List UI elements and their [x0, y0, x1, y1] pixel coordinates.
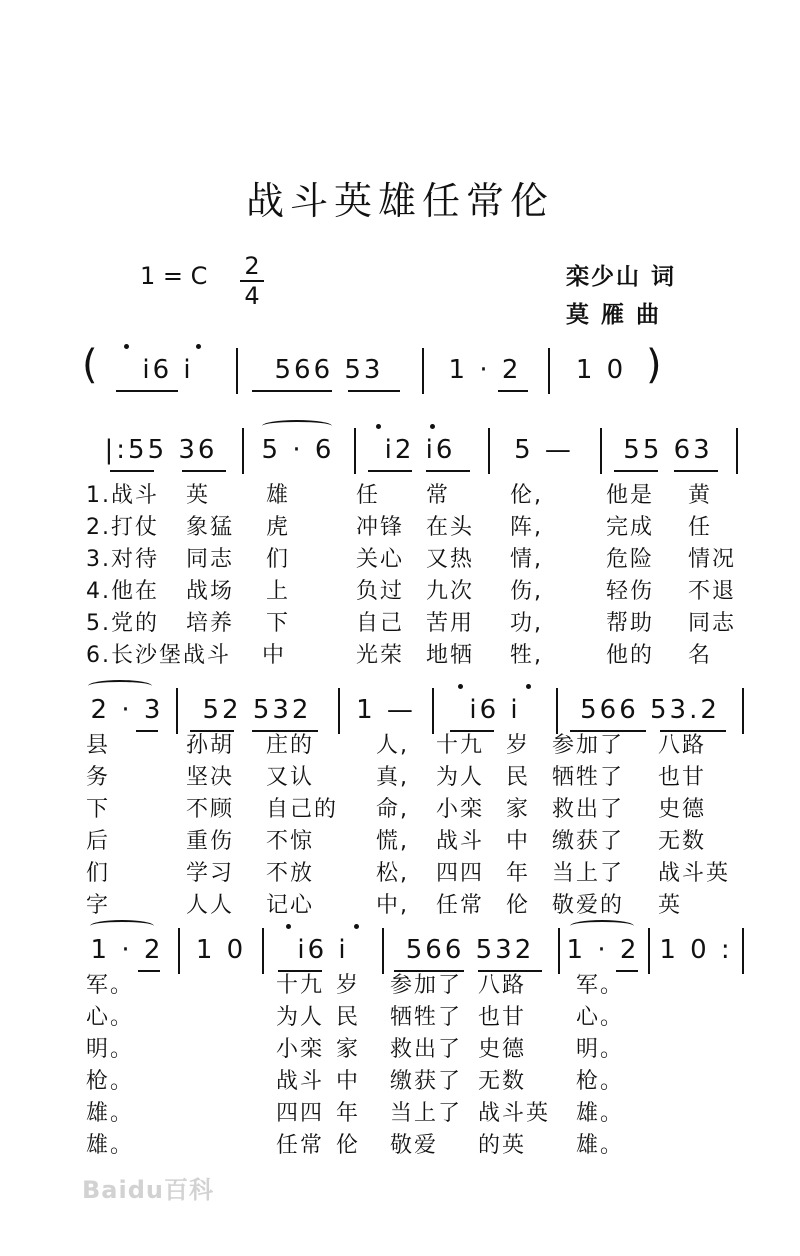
section2-verse-3: [86, 792, 746, 822]
high-note-dot: [196, 344, 201, 349]
lyric-syllable: 自己: [356, 611, 405, 636]
lyric-syllable: 6.长沙堡战斗: [86, 643, 231, 668]
lyric-syllable: 他的: [606, 643, 655, 668]
section3-verse-2: [86, 1000, 746, 1030]
lyric-syllable: 无数: [658, 829, 707, 854]
lyric-syllable: 也甘: [658, 765, 707, 790]
lyric-syllable: 伦: [506, 893, 531, 918]
lyric-syllable: 年: [336, 1101, 361, 1126]
section3-measure-4: 566 532: [405, 935, 535, 965]
song-title: 战斗英雄任常伦: [245, 179, 554, 223]
lyric-syllable: 坚决: [186, 765, 235, 790]
lyric-syllable: 他是: [606, 483, 655, 508]
tie-slur: [262, 420, 332, 432]
lyric-syllable: 八路: [478, 973, 527, 998]
eighth-note-beam: [116, 390, 178, 392]
lyric-syllable: 2.打仗: [86, 515, 159, 540]
lyric-syllable: 九次: [426, 579, 475, 604]
eighth-note-beam: [252, 390, 332, 392]
lyricist-credit: 栾少山 词: [566, 264, 677, 290]
section3-measure-6: 1 0 :: [659, 935, 733, 965]
lyric-syllable: 岁: [336, 973, 361, 998]
lyric-syllable: 明。: [86, 1037, 135, 1062]
lyric-syllable: 情况: [688, 547, 737, 572]
high-note-dot: [354, 924, 359, 929]
lyric-syllable: 同志: [186, 547, 235, 572]
lyric-syllable: 牺牲了: [390, 1005, 463, 1030]
tie-slur: [88, 680, 152, 692]
eighth-note-beam: [182, 470, 226, 472]
lyric-syllable: 又认: [266, 765, 315, 790]
lyric-syllable: 记心: [266, 893, 315, 918]
lyric-syllable: 牺牲了: [552, 765, 625, 790]
lyric-syllable: 救出了: [390, 1037, 463, 1062]
lyric-syllable: 雄。: [576, 1101, 625, 1126]
lyric-syllable: 5.党的: [86, 611, 159, 636]
section3-verse-1: [86, 968, 746, 998]
composer-credit: 莫 雁 曲: [566, 302, 662, 328]
baidu-baike-watermark: Baidu百科: [82, 1176, 214, 1204]
section3-measure-5: 1 · 2: [566, 935, 640, 965]
lyric-syllable: 无数: [478, 1069, 527, 1094]
lyric-syllable: 的英: [478, 1133, 527, 1158]
lyric-syllable: 小栾: [276, 1037, 325, 1062]
lyric-syllable: 冲锋: [356, 515, 405, 540]
lyric-syllable: 为人: [436, 765, 485, 790]
eighth-note-beam: [348, 390, 400, 392]
barline: [242, 428, 244, 474]
section2-measure-3: 1 —: [356, 695, 416, 725]
lyric-syllable: 培养: [186, 611, 235, 636]
section1-verse-3: [86, 542, 746, 572]
tie-slur: [570, 920, 634, 932]
lyric-syllable: 明。: [576, 1037, 625, 1062]
lyric-syllable: 任: [688, 515, 713, 540]
section1-verse-6: [86, 638, 746, 668]
lyric-syllable: 参加了: [390, 973, 463, 998]
lyric-syllable: 下: [86, 797, 111, 822]
section2-measure-2: 52 532: [202, 695, 312, 725]
lyric-syllable: 庄的: [266, 733, 315, 758]
lyric-syllable: 命,: [376, 797, 409, 822]
section1-verse-4: [86, 574, 746, 604]
lyric-syllable: 不惊: [266, 829, 315, 854]
lyric-syllable: 史德: [478, 1037, 527, 1062]
lyric-syllable: 轻伤: [606, 579, 655, 604]
section2-measure-4: i6 i: [469, 695, 521, 725]
section2-verse-4: [86, 824, 746, 854]
lyric-syllable: 军。: [576, 973, 625, 998]
lyric-syllable: 伦: [336, 1133, 361, 1158]
lyric-syllable: 自己的: [266, 797, 339, 822]
section2-verse-6: [86, 888, 746, 918]
lyric-syllable: 1.战斗: [86, 483, 159, 508]
lyric-syllable: 中,: [376, 893, 409, 918]
intro-measure-4: 1 0: [575, 355, 627, 385]
intro-open-paren: (: [82, 342, 98, 388]
lyric-syllable: 也甘: [478, 1005, 527, 1030]
lyric-syllable: 为人: [276, 1005, 325, 1030]
lyric-syllable: 在头: [426, 515, 475, 540]
lyric-syllable: 下: [266, 611, 291, 636]
lyric-syllable: 任常: [436, 893, 485, 918]
intro-measure-1: i6 i: [142, 355, 194, 385]
lyric-syllable: 参加了: [552, 733, 625, 758]
tie-slur: [90, 920, 154, 932]
barline: [354, 428, 356, 474]
lyric-syllable: 务: [86, 765, 111, 790]
lyric-syllable: 民: [336, 1005, 361, 1030]
lyric-syllable: 家: [336, 1037, 361, 1062]
section1-measure-3: i2 i6: [384, 435, 456, 465]
lyric-syllable: 四四: [276, 1101, 325, 1126]
lyric-syllable: 功,: [510, 611, 543, 636]
lyric-syllable: 任: [356, 483, 381, 508]
section2-verse-2: [86, 760, 746, 790]
section3-measure-1: 1 · 2: [90, 935, 164, 965]
lyric-syllable: 四四: [436, 861, 485, 886]
section3-measure-2: 1 0: [195, 935, 247, 965]
lyric-syllable: 阵,: [510, 515, 543, 540]
barline: [422, 348, 424, 394]
lyric-syllable: 孙胡: [186, 733, 235, 758]
lyric-syllable: 军。: [86, 973, 135, 998]
barline: [488, 428, 490, 474]
lyric-syllable: 县: [86, 733, 111, 758]
lyric-syllable: 上: [266, 579, 291, 604]
lyric-syllable: 危险: [606, 547, 655, 572]
lyric-syllable: 心。: [86, 1005, 135, 1030]
lyric-syllable: 象猛: [186, 515, 235, 540]
section2-staff: [86, 688, 746, 732]
lyric-syllable: 当上了: [390, 1101, 463, 1126]
lyric-syllable: 松,: [376, 861, 409, 886]
lyric-syllable: 雄。: [86, 1133, 135, 1158]
section1-verse-5: [86, 606, 746, 636]
lyric-syllable: 枪。: [576, 1069, 625, 1094]
lyric-syllable: 情,: [510, 547, 543, 572]
lyric-syllable: 岁: [506, 733, 531, 758]
lyric-syllable: 心。: [576, 1005, 625, 1030]
barline: [236, 348, 238, 394]
lyric-syllable: 牲,: [510, 643, 543, 668]
lyric-syllable: 们: [266, 547, 291, 572]
key-signature: 1 = C: [140, 262, 208, 290]
lyric-syllable: 重伤: [186, 829, 235, 854]
high-note-dot: [430, 424, 435, 429]
lyric-syllable: 十九: [436, 733, 485, 758]
section1-measure-1: |:55 36: [104, 435, 218, 465]
lyric-syllable: 战斗: [436, 829, 485, 854]
lyric-syllable: 虎: [266, 515, 291, 540]
lyric-syllable: 枪。: [86, 1069, 135, 1094]
lyric-syllable: 年: [506, 861, 531, 886]
lyric-syllable: 4.他在: [86, 579, 159, 604]
lyric-syllable: 人人: [186, 893, 235, 918]
section3-measure-3: i6 i: [297, 935, 349, 965]
lyric-syllable: 英: [186, 483, 211, 508]
lyric-syllable: 雄。: [576, 1133, 625, 1158]
lyric-syllable: 名: [688, 643, 713, 668]
high-note-dot: [124, 344, 129, 349]
lyric-syllable: 们: [86, 861, 111, 886]
lyric-syllable: 字: [86, 893, 111, 918]
eighth-note-beam: [674, 470, 718, 472]
lyric-syllable: 家: [506, 797, 531, 822]
section3-verse-6: [86, 1128, 746, 1158]
lyric-syllable: 救出了: [552, 797, 625, 822]
lyric-syllable: 雄: [266, 483, 291, 508]
lyric-syllable: 中: [336, 1069, 361, 1094]
lyric-syllable: 伤,: [510, 579, 543, 604]
lyric-syllable: 关心: [356, 547, 405, 572]
lyric-syllable: 战斗: [276, 1069, 325, 1094]
lyric-syllable: 雄。: [86, 1101, 135, 1126]
intro-staff: [82, 342, 746, 392]
lyric-syllable: 民: [506, 765, 531, 790]
high-note-dot: [286, 924, 291, 929]
lyric-syllable: 又热: [426, 547, 475, 572]
eighth-note-beam: [368, 470, 412, 472]
section1-measure-4: 5 —: [514, 435, 574, 465]
section1-verse-1: [86, 478, 746, 508]
time-signature-bottom: 4: [244, 282, 260, 310]
lyric-syllable: 伦,: [510, 483, 543, 508]
intro-measure-2: 566 53: [274, 355, 384, 385]
lyric-syllable: 苦用: [426, 611, 475, 636]
intro-close-paren: ): [646, 342, 662, 388]
lyric-syllable: 中: [506, 829, 531, 854]
section1-staff: [86, 428, 746, 472]
barline: [736, 428, 738, 474]
section1-verse-2: [86, 510, 746, 540]
lyric-syllable: 人,: [376, 733, 409, 758]
lyric-syllable: 敬爱的: [552, 893, 625, 918]
lyric-syllable: 同志: [688, 611, 737, 636]
lyric-syllable: 慌,: [376, 829, 409, 854]
lyric-syllable: 负过: [356, 579, 405, 604]
lyric-syllable: 敬爱: [390, 1133, 439, 1158]
lyric-syllable: 小栾: [436, 797, 485, 822]
lyric-syllable: 十九: [276, 973, 325, 998]
lyric-syllable: 帮助: [606, 611, 655, 636]
section2-verse-5: [86, 856, 746, 886]
lyric-syllable: 地牺: [426, 643, 475, 668]
high-note-dot: [458, 684, 463, 689]
lyric-syllable: 常: [426, 483, 451, 508]
lyric-syllable: 战斗英: [658, 861, 731, 886]
section1-measure-5: 55 63: [623, 435, 713, 465]
lyric-syllable: 战场: [186, 579, 235, 604]
lyric-syllable: 不顾: [186, 797, 235, 822]
lyric-syllable: 中: [262, 643, 287, 668]
lyric-syllable: 当上了: [552, 861, 625, 886]
lyric-syllable: 缴获了: [552, 829, 625, 854]
lyric-syllable: 真,: [376, 765, 409, 790]
section3-verse-5: [86, 1096, 746, 1126]
section2-measure-1: 2 · 3: [90, 695, 164, 725]
section3-staff: [86, 928, 746, 972]
lyric-syllable: 学习: [186, 861, 235, 886]
lyric-syllable: 任常: [276, 1133, 325, 1158]
lyric-syllable: 缴获了: [390, 1069, 463, 1094]
lyric-syllable: 完成: [606, 515, 655, 540]
section2-verse-1: [86, 728, 746, 758]
barline: [600, 428, 602, 474]
intro-measure-3: 1 · 2: [448, 355, 522, 385]
section3-verse-3: [86, 1032, 746, 1062]
eighth-note-beam: [614, 470, 658, 472]
lyric-syllable: 3.对待: [86, 547, 159, 572]
high-note-dot: [376, 424, 381, 429]
lyric-syllable: 战斗英: [478, 1101, 551, 1126]
section2-measure-5: 566 53.2: [580, 695, 720, 725]
lyric-syllable: 不退: [688, 579, 737, 604]
lyric-syllable: 光荣: [356, 643, 405, 668]
lyric-syllable: 后: [86, 829, 111, 854]
eighth-note-beam: [110, 470, 154, 472]
eighth-note-beam: [426, 470, 470, 472]
time-signature: [238, 252, 266, 310]
section3-verse-4: [86, 1064, 746, 1094]
lyric-syllable: 黄: [688, 483, 713, 508]
lyric-syllable: 八路: [658, 733, 707, 758]
time-signature-top: 2: [244, 252, 260, 280]
barline: [548, 348, 550, 394]
lyric-syllable: 英: [658, 893, 683, 918]
section1-measure-2: 5 · 6: [261, 435, 335, 465]
lyric-syllable: 不放: [266, 861, 315, 886]
lyric-syllable: 史德: [658, 797, 707, 822]
eighth-note-beam: [498, 390, 528, 392]
high-note-dot: [526, 684, 531, 689]
